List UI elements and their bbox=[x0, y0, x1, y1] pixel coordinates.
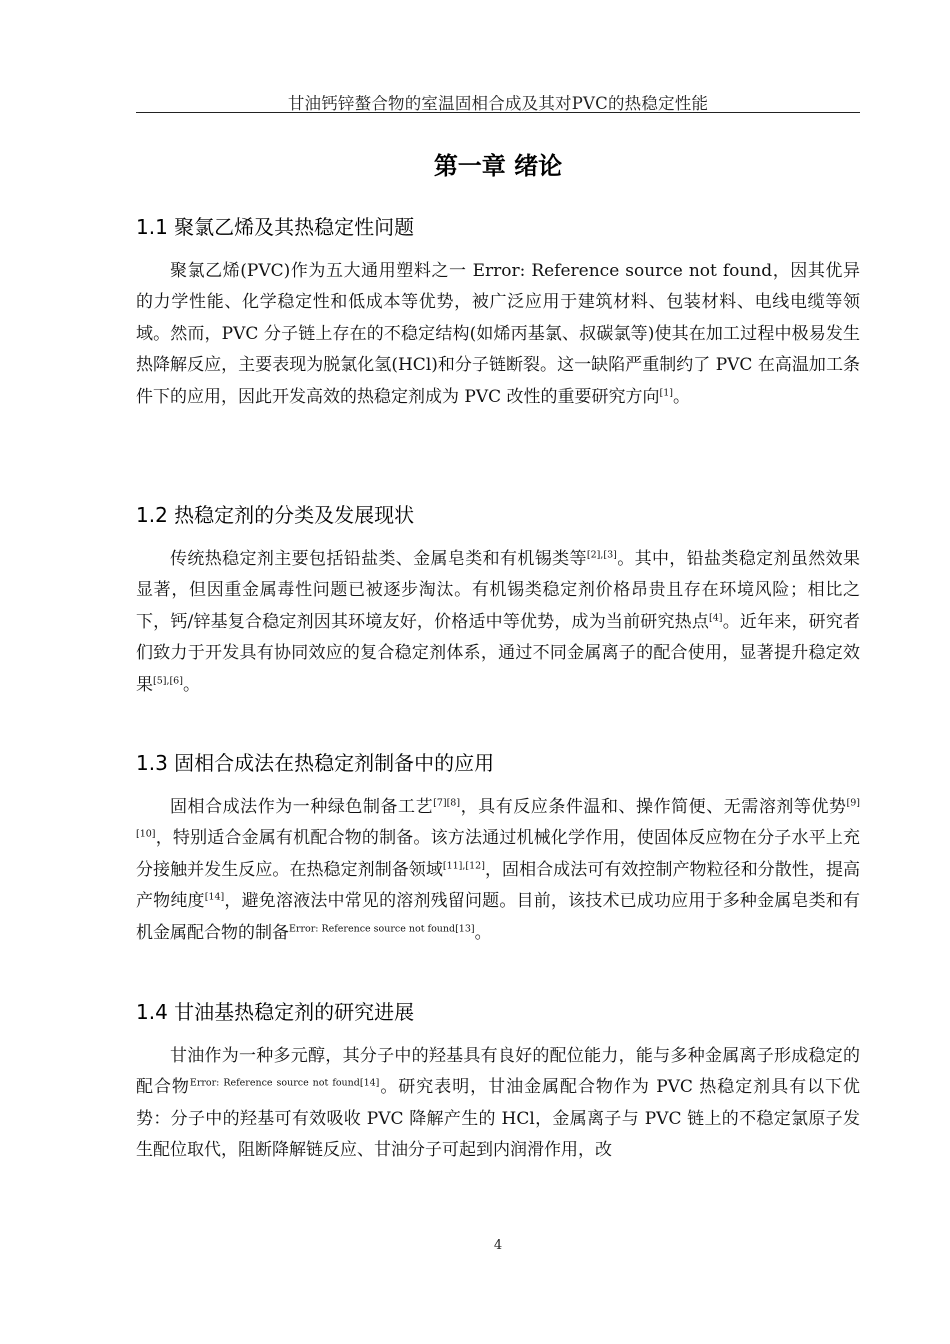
page-number: 4 bbox=[493, 1238, 503, 1253]
header-divider bbox=[136, 112, 860, 113]
text-run: 。 bbox=[182, 674, 200, 695]
text-run: 甘油作为一种多元醇，其分子中的羟基具有良好的配位能力，能与多种金属离子形成稳定的配合物 bbox=[136, 1046, 860, 1098]
text-run: 。研究表明，甘油金属配合物作为 PVC 热稳定剂具有以下优势：分子中的羟基可有效吸收 PVC 降解产生的 HCl，金属离子与 PVC 链上的不稳定氯原子发生配位取代，阻断降解链反应、甘油分子可起到内润滑作用，改 bbox=[136, 1077, 861, 1161]
text-run: 聚氯乙烯(PVC)作为五大通用塑料之一 Error: Reference source not found，因其优异的力学性能、化学稳定性和低成本等优势，被广泛应用于建筑材料、包装材料、电线电缆等领域。然而，PVC 分子链上存在的不稳定结构(如烯丙基氯、叔碳氯等)使其在加工过程中极易发生热降解反应，主要表现为脱氯化氢(HCl)和分子链断裂。这一缺陷严重制约了 PVC 在高温加工条件下的应用，因此开发高效的热稳定剂成为 PVC 改性的重要研究方向 bbox=[136, 261, 860, 407]
citation: [1] bbox=[659, 386, 673, 398]
section-1-4 bbox=[136, 999, 860, 1184]
section-1-2 bbox=[136, 502, 860, 718]
section-heading: 1.1 聚氯乙烯及其热稳定性问题 bbox=[136, 215, 415, 239]
text-run: ，固相合成法可有效控制产物粒径和分散性，提高产物纯度 bbox=[136, 859, 861, 912]
section-1-1 bbox=[136, 214, 860, 430]
paragraph bbox=[136, 256, 860, 413]
citation: [11],[12] bbox=[442, 860, 485, 872]
text-run: 。 bbox=[673, 386, 690, 407]
citation: [9][10] bbox=[136, 797, 861, 840]
text-run: 固相合成法作为一种绿色制备工艺 bbox=[170, 797, 434, 817]
citation: [7][8] bbox=[433, 797, 461, 809]
citation: Error: Reference source not found[13] bbox=[289, 922, 475, 934]
text-run: ，特别适合金属有机配合物的制备。该方法通过机械化学作用，使固体反应物在分子水平上充分接触并发生反应。在热稳定剂制备领域 bbox=[136, 828, 860, 880]
paragraph bbox=[136, 1041, 860, 1167]
text-run: 。近年来，研究者们致力于开发具有协同效应的复合稳定剂体系，通过不同金属离子的配合使用，显著提升稳定效果 bbox=[136, 611, 861, 695]
paragraph bbox=[136, 792, 860, 949]
text-run: ，具有反应条件温和、操作简便、无需溶剂等优势 bbox=[460, 797, 847, 817]
section-heading: 1.2 热稳定剂的分类及发展现状 bbox=[136, 503, 415, 527]
citation: Error: Reference source not found[14] bbox=[189, 1077, 380, 1089]
citation: [4] bbox=[709, 612, 723, 624]
text-run: 。其中，铅盐类稳定剂虽然效果显著，但因重金属毒性问题已被逐步淘汰。有机锡类稳定剂价格昂贵且存在环境风险；相比之下，钙/锌基复合稳定剂因其环境友好，价格适中等优势，成为当前研究热点 bbox=[136, 549, 861, 632]
citation: [14] bbox=[204, 891, 225, 903]
text-run: 。 bbox=[474, 922, 492, 943]
paragraph bbox=[136, 544, 860, 701]
text-run: 传统热稳定剂主要包括铅盐类、金属皂类和有机锡类等 bbox=[170, 549, 587, 569]
chapter-title: 第一章 绪论 bbox=[433, 152, 563, 180]
section-heading: 1.4 甘油基热稳定剂的研究进展 bbox=[136, 1000, 415, 1024]
running-header: 甘油钙锌螯合物的室温固相合成及其对PVC的热稳定性能 bbox=[287, 94, 709, 113]
citation: [2],[3] bbox=[586, 549, 617, 561]
section-heading: 1.3 固相合成法在热稳定剂制备中的应用 bbox=[136, 751, 495, 775]
section-1-3 bbox=[136, 750, 860, 966]
text-run: ，避免溶液法中常见的溶剂残留问题。目前，该技术已成功应用于多种金属皂类和有机金属配合物的制备 bbox=[136, 891, 861, 943]
citation: [5],[6] bbox=[153, 674, 183, 686]
